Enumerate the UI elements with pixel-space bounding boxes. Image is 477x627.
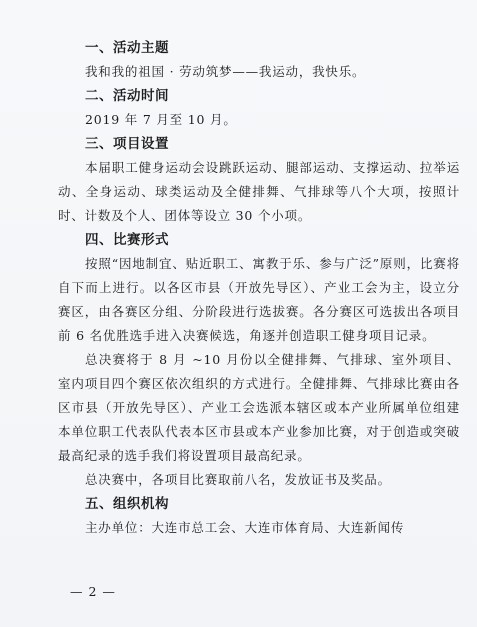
document-body: [58, 36, 460, 540]
section-heading-projects: 三、项目设置: [85, 136, 169, 152]
section-body-time: 2019 年 7 月至 10 月。: [85, 112, 237, 127]
page-number: — 2 —: [70, 584, 116, 599]
section-body-theme: 我和我的祖国 · 劳动筑梦——我运动，我快乐。: [85, 64, 366, 79]
section-body-projects: 本届职工健身运动会设跳跃运动、腿部运动、支撑运动、拉举运动、全身运动、球类运动及全健排舞、气排球等八个大项，按照计时、计数及个人、团体等设立 30 个小项。: [58, 160, 460, 223]
format-paragraph-3: 总决赛中，各项目比赛取前八名，发放证书及奖品。: [85, 472, 391, 487]
section-heading-theme: 一、活动主题: [85, 40, 169, 56]
section-heading-format: 四、比赛形式: [85, 232, 169, 248]
section-heading-time: 二、活动时间: [85, 88, 169, 104]
section-body-org: 主办单位：大连市总工会、大连市体育局、大连新闻传: [85, 520, 405, 535]
format-paragraph-2: 总决赛将于 8 月 ~10 月份以全健排舞、气排球、室外项目、室内项目四个赛区依次组织的方式进行。全健排舞、气排球比赛由各区市县（开放先导区）、产业工会选派本辖区或本产业所属单位组建本单位职工代表队代表本区市县或本产业参加比赛，对于创造或突破最高纪录的选手我们将设置项目最高纪录。: [58, 352, 460, 463]
format-paragraph-1: 按照“因地制宜、贴近职工、寓教于乐、参与广泛”原则，比赛将自下而上进行。以各区市县（开放先导区）、产业工会为主，设立分赛区，由各赛区分组、分阶段进行选拔赛。各分赛区可选拔出各项目前 6 名优胜选手进入决赛候选，角逐并创造职工健身项目记录。: [58, 256, 460, 343]
section-heading-org: 五、组织机构: [85, 496, 169, 512]
